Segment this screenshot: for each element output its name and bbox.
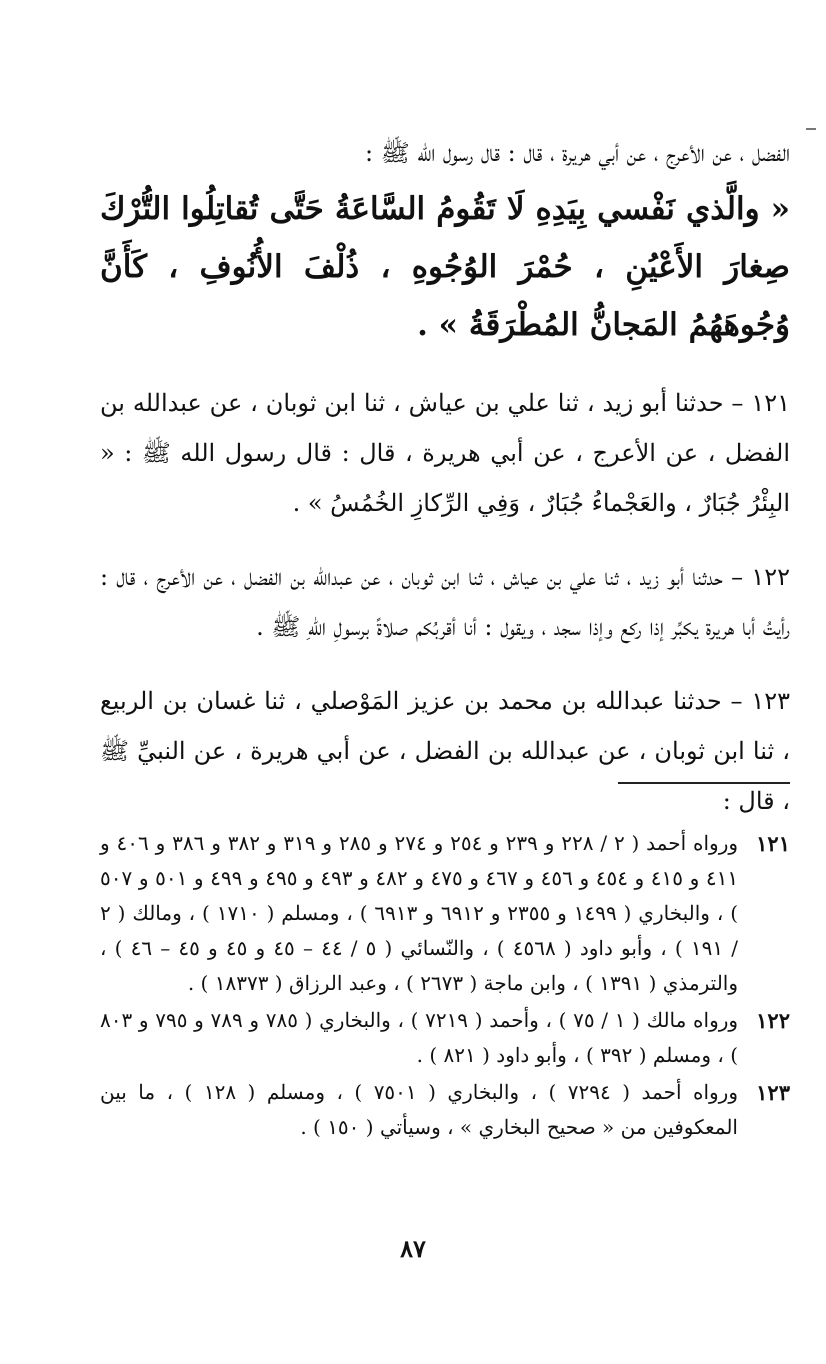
footnote-separator xyxy=(618,782,790,784)
separator-line xyxy=(618,782,790,784)
footnote-text: ورواه أحمد ( ٢ / ٢٢٨ و ٢٣٩ و ٢٥٤ و ٢٧٤ و ٢٨٥ و ٣١٩ و ٣٨٢ و ٣٨٦ و ٤٠٦ و ٤١١ و ٤١٥ و ٤٥٤ و ٤٥٦ و ٤٦٧ و ٤٧٥ و ٤٨٢ و ٤٩٣ و ٤٩٥ و ٤٩٩ و ٥٠١ و ٥٠٧ ) ، والبخاري ( ١٤٩٩ و ٢٣٥٥ و ٦٩١٢ و ٦٩١٣ ) ، ومسلم ( ١٧١٠ ) ، ومالك ( ٢ / ١٩١ ) ، وأبو داود ( ٤٥٦٨ ) ، والنّسائي ( ٥ / ٤٤ – ٤٥ و ٤٥ و ٤٥ – ٤٦ ) ، والترمذي ( ١٣٩١ ) ، وابن ماجة ( ٢٦٧٣ ) ، وعبد الرزاق ( ١٨٣٧٣ ) . xyxy=(100,831,739,995)
hadith-121: ١٢١ – حدثنا أبو زيد ، ثنا علي بن عياش ، ثنا ابن ثوبان ، عن عبدالله بن الفضل ، عن الأعرج ، عن أبي هريرة ، قال : قال رسول الله ﷺ : « البِئْرُ جُبَارٌ ، والعَجْماءُ جُبَارٌ ، وَفِي الرِّكازِ الخُمُسُ » . xyxy=(100,389,791,517)
footnote-text: ورواه أحمد ( ٧٢٩٤ ) ، والبخاري ( ٧٥٠١ ) ، ومسلم ( ١٢٨ ) ، ما بين المعكوفين من « صحيح البخاري » ، وسيأتي ( ١٥٠ ) . xyxy=(100,1080,739,1139)
footnote-number: ١٢١ xyxy=(756,831,790,856)
main-text-block xyxy=(100,128,790,826)
footnote-number: ١٢٢ xyxy=(756,1008,790,1033)
footnote-item xyxy=(100,826,790,1001)
footnote-item xyxy=(100,1075,790,1145)
hadith-122: ١٢٢ – حدثنا أبو زيد ، ثنا علي بن عياش ، ثنا ابن ثوبان ، عن عبدالله بن الفضل ، عن الأعرج ، قال : رأيتُ أبا هريرة يكبِّر إذا ركع وإذا سجد ، ويقول : أنا أقربُكم صلاةً برسولِ اللهِ ﷺ . xyxy=(100,563,790,641)
footnote-item xyxy=(100,1003,790,1073)
hadith-main-text: « والَّذي نَفْسي بِيَدِهِ لَا تَقُومُ السَّاعَةُ حَتَّى تُقاتِلُوا التُّرْكَ صِغارَ الأَعْيُنِ ، حُمْرَ الوُجُوهِ ، ذُلْفَ الأُنُوفِ ، كَأَنَّ وُجُوهَهُمُ المَجانُّ المُطْرَقَةُ » . xyxy=(100,191,790,343)
footnote-number: ١٢٣ xyxy=(756,1080,790,1105)
page-number: ٨٧ xyxy=(400,1234,426,1263)
hadith-123: ١٢٣ – حدثنا عبدالله بن محمد بن عزيز المَوْصلي ، ثنا غسان بن الربيع ، ثنا ابن ثوبان ، عن عبدالله بن الفضل ، عن أبي هريرة ، عن النبيِّ ﷺ ، قال : xyxy=(100,687,790,815)
corner-mark xyxy=(806,128,816,130)
footnote-text: ورواه مالك ( ١ / ٧٥ ) ، وأحمد ( ٧٢١٩ ) ، والبخاري ( ٧٨٥ و ٧٨٩ و ٧٩٥ و ٨٠٣ ) ، ومسلم ( ٣٩٢ ) ، وأبو داود ( ٨٢١ ) . xyxy=(100,1008,739,1067)
intro-paragraph: الفضل ، عن الأعرج ، عن أبي هريرة ، قال : قال رسول الله ﷺ : xyxy=(364,139,790,167)
footnotes-section xyxy=(100,826,790,1147)
